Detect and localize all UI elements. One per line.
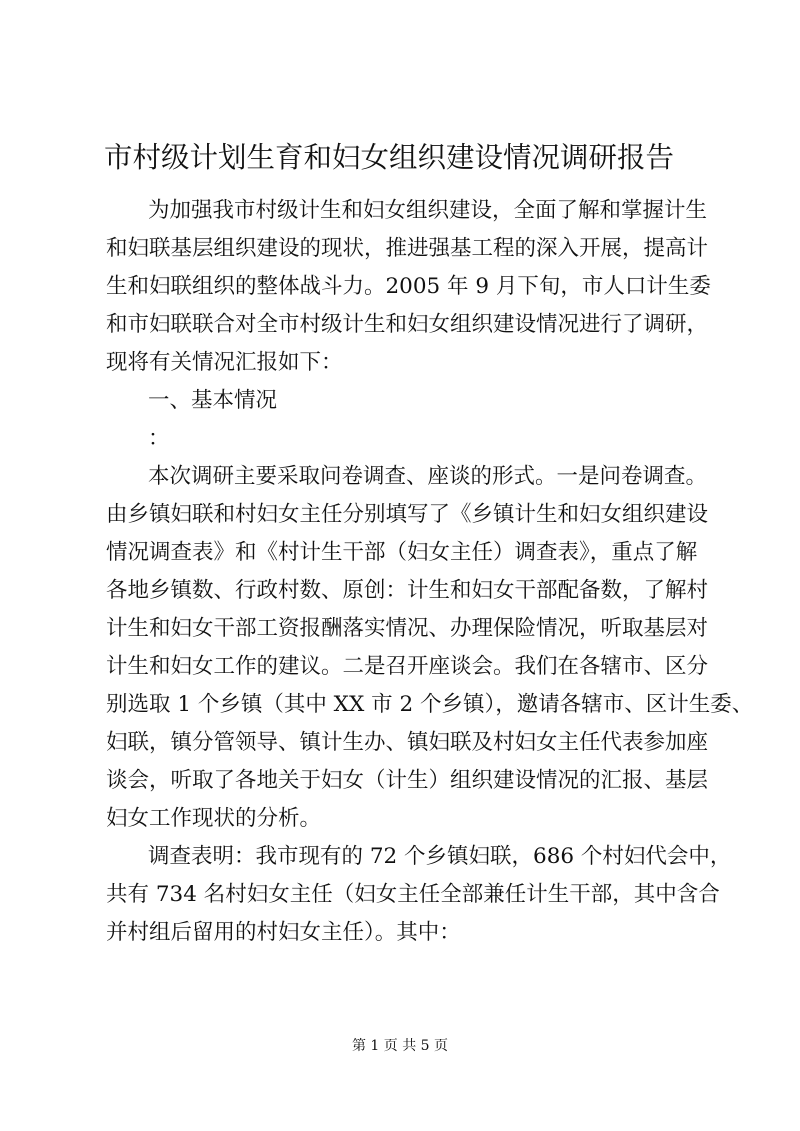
paragraph-line: 情况调查表》和《村计生干部（妇女主任）调查表》，重点了解 — [106, 540, 698, 565]
paragraph-line: 本次调研主要采取问卷调查、座谈的形式。一是问卷调查。 — [148, 464, 708, 489]
paragraph-line: 共有 734 名村妇女主任（妇女主任全部兼任计生干部，其中含合 — [106, 882, 720, 907]
paragraph-line: 和妇联基层组织建设的现状，推进强基工程的深入开展，提高计 — [106, 236, 709, 261]
paragraph-line: 现将有关情况汇报如下： — [106, 350, 343, 375]
paragraph-line: ： — [148, 426, 170, 451]
section-heading: 一、基本情况 — [148, 388, 278, 413]
paragraph-line: 各地乡镇数、行政村数、原创：计生和妇女干部配备数，了解村 — [106, 578, 709, 603]
paragraph-line: 调查表明：我市现有的 72 个乡镇妇联，686 个村妇代会中， — [148, 844, 732, 869]
paragraph-line: 妇联，镇分管领导、镇计生办、镇妇联及村妇女主任代表参加座 — [106, 730, 709, 755]
paragraph-line: 谈会，听取了各地关于妇女（计生）组织建设情况的汇报、基层 — [106, 768, 709, 793]
paragraph-line: 生和妇联组织的整体战斗力。2005 年 9 月下旬，市人口计生委 — [106, 274, 711, 299]
paragraph-line: 和市妇联联合对全市村级计生和妇女组织建设情况进行了调研， — [106, 312, 709, 337]
paragraph-line: 计生和妇女工作的建议。二是召开座谈会。我们在各辖市、区分 — [106, 654, 709, 679]
paragraph-line: 别选取 1 个乡镇（其中 XX 市 2 个乡镇），邀请各辖市、区计生委、 — [106, 692, 754, 717]
paragraph-line: 由乡镇妇联和村妇女主任分别填写了《乡镇计生和妇女组织建设 — [106, 502, 709, 527]
page-footer: 第 1 页 共 5 页 — [351, 1038, 449, 1054]
paragraph-line: 并村组后留用的村妇女主任）。其中： — [106, 920, 461, 945]
paragraph-line: 计生和妇女干部工资报酬落实情况、办理保险情况，听取基层对 — [106, 616, 709, 641]
document-body — [106, 192, 754, 952]
paragraph-line: 为加强我市村级计生和妇女组织建设，全面了解和掌握计生 — [148, 198, 708, 223]
document-title: 市村级计划生育和妇女组织建设情况调研报告 — [104, 141, 675, 174]
paragraph-line: 妇女工作现状的分析。 — [106, 806, 322, 831]
